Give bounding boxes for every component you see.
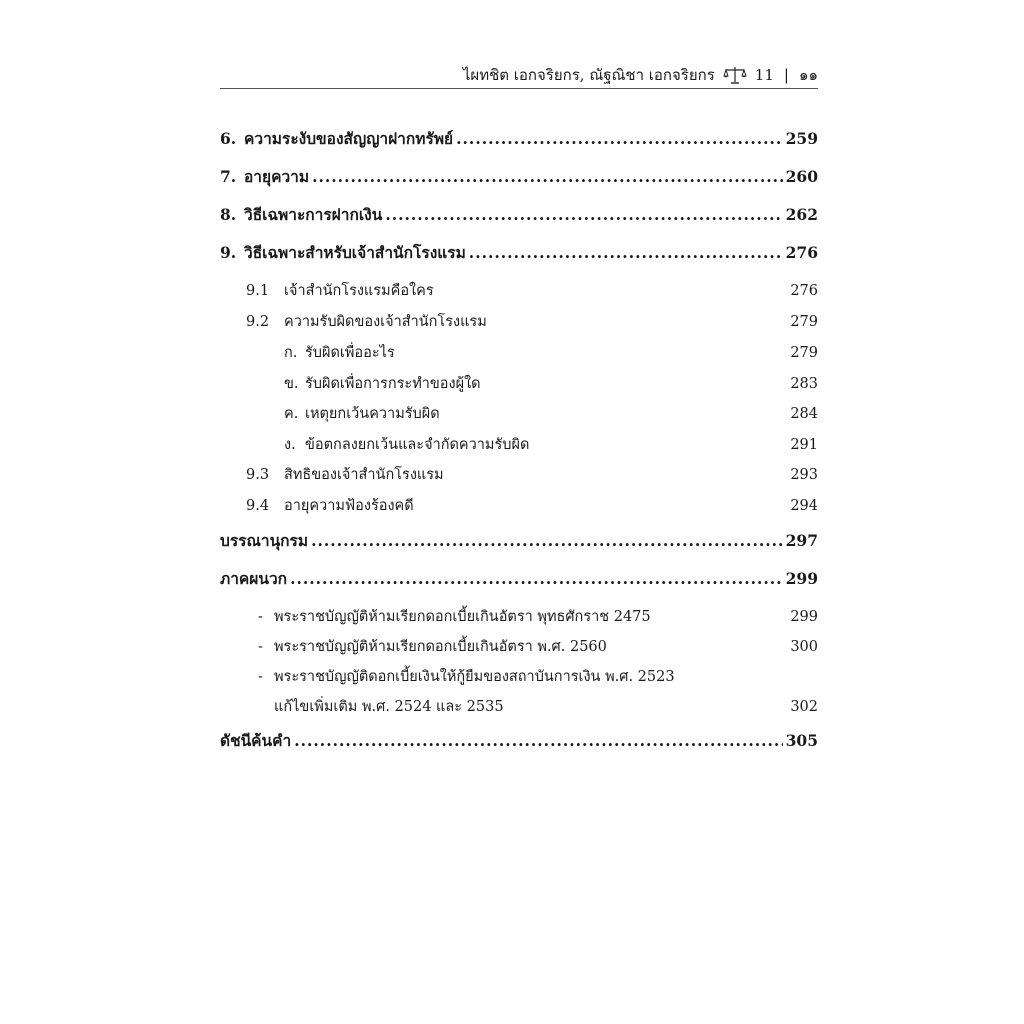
toc-page: 299 <box>785 569 818 588</box>
toc-number: 9. <box>220 243 237 262</box>
toc-page: 262 <box>785 205 818 224</box>
toc-page: 291 <box>790 436 818 453</box>
toc-entry-9-4[interactable] <box>220 492 818 523</box>
toc-title-continued: แก้ไขเพิ่มเติม พ.ศ. 2524 และ 2535 <box>274 699 504 715</box>
toc-entry-index[interactable] <box>220 727 818 765</box>
toc-title: รับผิดเพื่ออะไร <box>305 345 395 361</box>
header-authors: ไผทชิต เอกจริยกร, ณัฐณิชา เอกจริยกร <box>462 66 715 84</box>
toc-number: 9.3 <box>246 467 270 483</box>
toc-entry-appendix[interactable] <box>220 565 818 603</box>
toc-number: 6. <box>220 129 237 148</box>
toc-number: 9.4 <box>246 498 270 514</box>
toc-entry-9-2-d[interactable] <box>220 431 818 462</box>
toc-number: ค. <box>284 406 299 422</box>
toc-bullet: - <box>258 639 263 655</box>
dot-leader <box>311 527 783 555</box>
toc-title: ความระงับของสัญญาฝากทรัพย์ <box>244 129 454 148</box>
toc-number: 8. <box>220 205 237 224</box>
toc-entry-7[interactable] <box>220 163 818 201</box>
toc-title: อายุความฟ้องร้องคดี <box>284 498 414 514</box>
toc-page: 279 <box>790 345 818 361</box>
toc-title: เจ้าสำนักโรงแรมคือใคร <box>284 283 434 299</box>
dot-leader <box>469 239 783 267</box>
toc-page: 297 <box>785 531 818 550</box>
toc-title: อายุความ <box>244 167 310 186</box>
toc-entry-8[interactable] <box>220 201 818 239</box>
toc-title: พระราชบัญญัติห้ามเรียกดอกเบี้ยเกินอัตรา พ.ศ. 2560 <box>274 639 607 655</box>
dot-leader <box>456 125 783 153</box>
toc-page: 283 <box>790 375 818 392</box>
toc-title: วิธีเฉพาะสำหรับเจ้าสำนักโรงแรม <box>244 243 466 262</box>
dot-leader <box>312 163 783 191</box>
toc-title: ข้อตกลงยกเว้นและจำกัดความรับผิด <box>305 436 530 453</box>
toc-entry-9-2-c[interactable] <box>220 400 818 431</box>
toc-title: พระราชบัญญัติห้ามเรียกดอกเบี้ยเกินอัตรา พุทธศักราช 2475 <box>274 609 651 625</box>
toc-page: 259 <box>785 129 818 148</box>
toc-number: 7. <box>220 167 237 186</box>
toc-number: 9.2 <box>246 314 270 330</box>
toc-entry-6[interactable] <box>220 125 818 163</box>
toc-entry-bibliography[interactable] <box>220 527 818 565</box>
toc-entry-9-3[interactable] <box>220 461 818 492</box>
toc-title: เหตุยกเว้นความรับผิด <box>305 406 440 422</box>
toc-page: 305 <box>785 731 818 750</box>
toc-title: สิทธิของเจ้าสำนักโรงแรม <box>284 467 444 483</box>
toc-entry-appendix-3-cont[interactable] <box>220 693 818 723</box>
toc-title: พระราชบัญญัติดอกเบี้ยเงินให้กู้ยืมของสถาบันการเงิน พ.ศ. 2523 <box>274 669 675 685</box>
toc-title: ความรับผิดของเจ้าสำนักโรงแรม <box>284 314 487 330</box>
toc-number: ก. <box>284 345 298 361</box>
scales-of-justice-icon <box>723 65 747 85</box>
toc-bullet: - <box>258 609 263 625</box>
toc-page: 302 <box>790 699 818 715</box>
toc-title: บรรณานุกรม <box>220 531 309 550</box>
toc-page: 260 <box>785 167 818 186</box>
toc-entry-9-2[interactable] <box>220 308 818 339</box>
toc-page: 276 <box>790 283 818 299</box>
running-header <box>220 62 818 89</box>
toc-entry-appendix-1[interactable] <box>220 603 818 633</box>
toc-entry-9-2-b[interactable] <box>220 370 818 401</box>
toc-entry-9-1[interactable] <box>220 277 818 308</box>
toc-page: 279 <box>790 314 818 330</box>
toc-page: 294 <box>790 498 818 514</box>
toc-title: วิธีเฉพาะการฝากเงิน <box>244 205 383 224</box>
toc-entry-9[interactable] <box>220 239 818 277</box>
toc-page: 299 <box>790 609 818 625</box>
header-separator: | <box>783 66 789 84</box>
toc-entry-9-2-a[interactable] <box>220 339 818 370</box>
toc-number: ข. <box>284 375 299 392</box>
dot-leader <box>385 201 782 229</box>
toc-page: 284 <box>790 406 818 422</box>
toc-number: ง. <box>284 436 296 453</box>
toc-title: ดัชนีค้นคำ <box>220 731 292 750</box>
toc-entry-appendix-3[interactable] <box>220 663 818 693</box>
header-page-thai: ๑๑ <box>798 66 818 84</box>
toc-page: 276 <box>785 243 818 262</box>
dot-leader <box>294 727 782 755</box>
toc-page: 300 <box>790 639 818 655</box>
table-of-contents <box>220 125 818 765</box>
header-page-arabic: 11 <box>754 66 774 84</box>
toc-title: ภาคผนวก <box>220 569 288 588</box>
toc-title: รับผิดเพื่อการกระทำของผู้ใด <box>305 375 481 392</box>
toc-number: 9.1 <box>246 283 270 299</box>
toc-bullet: - <box>258 669 263 685</box>
toc-entry-appendix-2[interactable] <box>220 633 818 663</box>
dot-leader <box>290 565 783 593</box>
toc-page: 293 <box>790 467 818 483</box>
